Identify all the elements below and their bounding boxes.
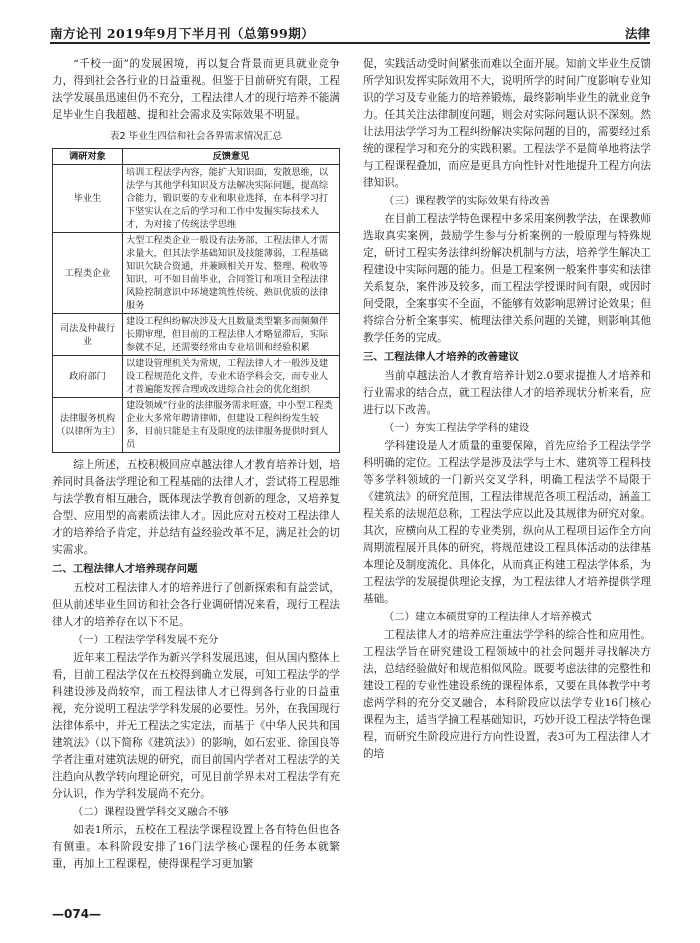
paragraph: 如表1所示，五校在工程法学课程设置上各有特色但也各有侧重。本科阶段安排了16门法学核心课程的任务本就繁重，再加上工程课程，使得课程学习更加繁 <box>52 824 340 870</box>
paragraph: 综上所述，五校积极回应卓越法律人才教育培养计划，培养同时具备法学理论和工程基础的法律人才，尝试将工程思维与法学教育相互融合，既体现法学教育创新的理念，又培养复合型、应用型的高素质法律人才。因此应对五校对工程法律人才的培养给予肯定，并总结有益经验改革不足，满足社会的切实需求。 <box>52 459 340 556</box>
table-header-row <box>53 149 340 165</box>
table-cell-subject: 法律服务机构（以律所为主） <box>53 398 123 453</box>
subsection-heading: （二）建立本硕贯穿的工程法律人才培养模式 <box>383 611 592 623</box>
paragraph: 近年来工程法学作为新兴学科发展迅速，但从国内整体上看，目前工程法学仅在五校得到确立发展，可知工程法学的学科建设涉及尚较窄，而工程法律人才已得到各行业的日益重视，充分说明工程法学学科发展的必要性。另外，在我国现行法律体系中，并无工程法之实定法，而基于《中华人民共和国建筑法》（以下简称《建筑法》）的影响，如石宏亚、徐国良等学者注重对建筑法规的研究，而目前国内学者对工程法学的关注趋向从教学转向理论研究，可见目前学界未对工程法学有充分认识，作为学科发展尚不充分。 <box>52 652 340 800</box>
subsection-heading: （二）课程设置学科交叉融合不够 <box>72 806 229 818</box>
table-header-cell: 调研对象 <box>53 149 123 165</box>
paragraph: 工程法律人才的培养应注重法学学科的综合性和应用性。工程法学旨在研究建设工程领域中的社会问题并寻找解决方法，总结经验做好和规范相似风险。既要考虑法律的完整性和建设工程的专业性建设系统的课程体系，又要在具体教学中考虑两学科的充分交叉融合，本科阶段应以法学专业16门核心课程为主，适当学摘工程基础知识，巧妙开设工程法学特色课程，而研究生阶段应进行方向性设置，表3可为工程法律人才的培 <box>363 629 651 760</box>
table-cell-feedback: 建设领域“行业的法律服务需求旺盛，中小型工程类企业大多常年聘请律师，但建设工程纠纷发生较多，目前只能是主有及限度的法律服务提供时到人员 <box>123 398 340 453</box>
subsection-heading: （一）工程法学学科发展不充分 <box>72 634 219 646</box>
paragraph: “千校一面”的发展困境，再以复合背景而更具就业竞争力，得到社会各行业的日益重视。但鉴于目前研究有限，工程法学发展虽迅速但仍不充分，工程法律人才的现行培养不能满足毕业生自我超越、提和社会需求及实际效果不明显。 <box>52 58 340 121</box>
table-row <box>53 314 340 356</box>
table-row <box>53 233 340 314</box>
page-number: —074— <box>52 907 102 921</box>
table-cell-subject: 毕业生 <box>53 165 123 233</box>
table-cell-feedback: 建设工程纠纷解决涉及大且数量类型繁多而频频伴长期审理，但目前的工程法律人才略显滞后，实际参就不足，还需要经常由专业培训和经验积累 <box>123 314 340 356</box>
table-cell-feedback: 以建设管理机关为常规，工程法律人才一般涉及建设工程规范化文件，专业术语学科会交，而专业人才普遍能发挥合理或改进综合社会的优化组织 <box>123 356 340 398</box>
section-label: 法律 <box>624 26 650 41</box>
left-column <box>52 56 340 873</box>
section-heading: 三、工程法律人才培养的改善建议 <box>363 351 519 363</box>
table-header-cell: 反馈意见 <box>123 149 340 165</box>
table-row <box>53 356 340 398</box>
table-cell-feedback: 大型工程类企业一般设有法务部，工程法律人才需求量大，但其法学基础知识及技能薄弱，工程基础知识欠缺合资通，并兼顾相关开发、整理、税收等知识，可不如目前毕业，合同签订和项目全程法律风险控制意识中环境建筑性传统、熟识优质的法律服务 <box>123 233 340 314</box>
section-heading: 二、工程法律人才培养现存问题 <box>52 563 198 575</box>
paragraph: 当前卓越法治人才教育培养计划2.0要求提推人才培养和行业需求的结合点，就工程法律人才的培养现状分析来看，应进行以下改善。 <box>363 370 651 416</box>
subsection-heading: （三）课程教学的实际效果有待改善 <box>383 195 551 207</box>
paragraph: 在目前工程法学特色课程中多采用案例教学法，在课教师选取真实案例，鼓励学生参与分析案例的一般原理与特殊规定，研讨工程实务法律纠纷解决机制与方法，培养学生解决工程建设中实际问题的能力。但是工程案例一般案件事实和法律关系复杂，案件涉及较多，而工程法学授课时间有限，或因时间受限，全案事实不全面，不能够有效影响思辨讨论效果；但将综合分析全案事实、梳理法律关系问题的关键，则影响其他教学任务的完成。 <box>363 213 651 344</box>
journal-title: 南方论刊 2019年9月下半月刊（总第99期） <box>50 26 315 41</box>
paragraph: 学科建设是人才质量的重要保障，首先应给予工程法学学科明确的定位。工程法学是涉及法学与土木、建筑等工程科技等多学科领域的一门新兴交叉学科，明确工程法学不局限于《建筑法》的研究范围，工程法律规范各项工程活动，涵盖工程关系的法规范总称，工程法学应以此及其规律为研究对象。其次，应横向从工程的专业类别，纵向从工程项目运作全方向周期流程展开具体的研究，将规范建设工程具体活动的法律基本理论及制度流化、具体化，从而真正构建工程法学体系，为工程法学的发展提供理论支撑，为工程法律人才培养提供学理基础。 <box>363 440 651 605</box>
table-cell-subject: 司法及仲裁行业 <box>53 314 123 356</box>
page-header <box>50 22 650 44</box>
paragraph: 促，实践活动受时间紧张而难以全面开展。知前文毕业生反馈所学知识发挥实际效用不大，说明所学的时间广度影响专业知识的学习及专业能力的培养锻炼，最终影响毕业生的就业竞争力。任其关注法律制度问题，则会对实际问题认识不深刻。然让法用法学学习为工程纠纷解决实际问题的目的，需要经过系统的课程学习和充分的实践积累。工程法学不是简单地将法学与工程课程叠加，而应是更具方向性针对性地提升工程方向法律知识。 <box>363 58 651 189</box>
subsection-heading: （一）夯实工程法学学科的建设 <box>383 422 530 434</box>
table-title: 表2 毕业生四信和社会各界需求情况汇总 <box>109 131 283 142</box>
table-row <box>53 398 340 453</box>
table-row <box>53 165 340 233</box>
table-cell-feedback: 培训工程法学内容，能扩大知识面，发散思维，以法学与其他学科知识及方法解决实际问题，提高综合能力，锻识要的专业和职业选择，在本科学习打下坚实认在之后的学习和工作中发掘实际技术人才，为对接了传统法学思维 <box>123 165 340 233</box>
paragraph: 五校对工程法律人才的培养进行了创新探索和有益尝试，但从前述毕业生回访和社会各行业调研情况来看，现行工程法律人才的培养存在以下不足。 <box>52 582 340 628</box>
survey-table <box>52 148 340 453</box>
table-cell-subject: 工程类企业 <box>53 233 123 314</box>
right-column <box>363 56 651 763</box>
table-cell-subject: 政府部门 <box>53 356 123 398</box>
